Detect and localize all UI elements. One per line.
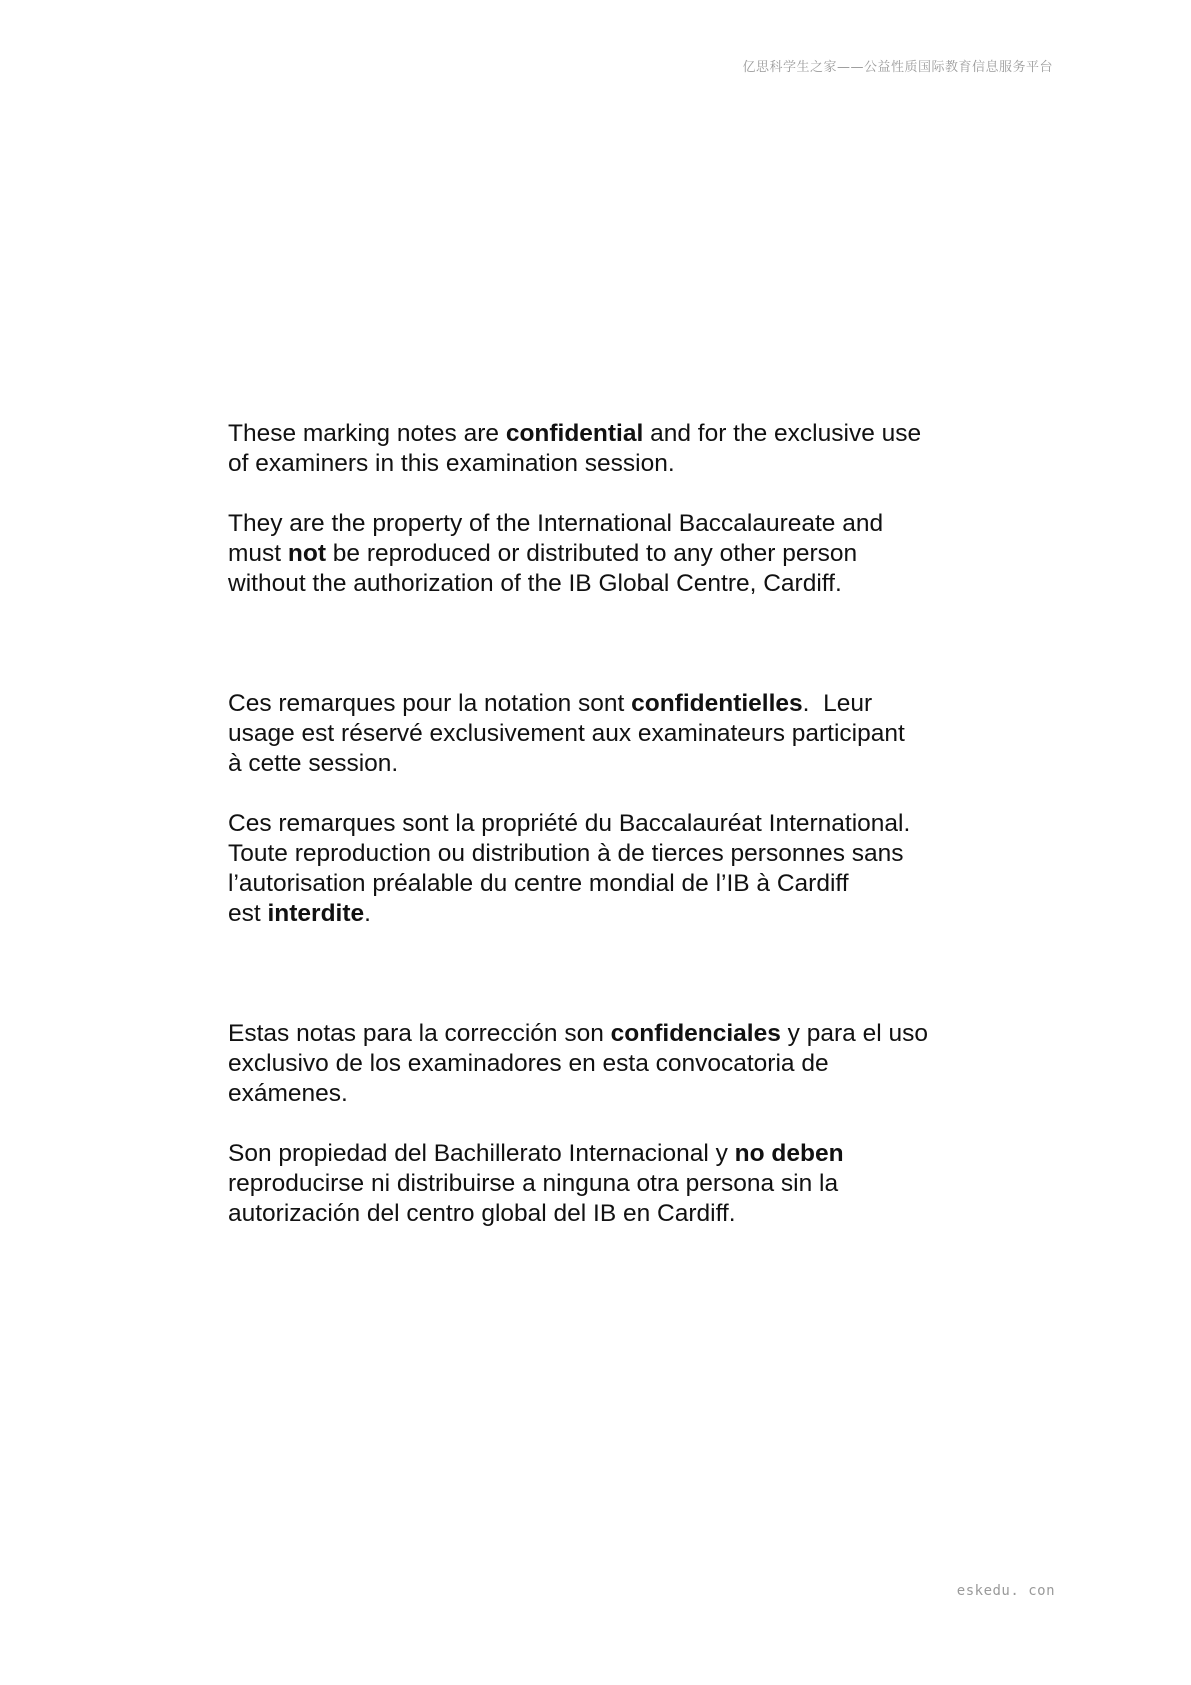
emphasis-confidentielles: confidentielles — [631, 690, 803, 717]
emphasis-interdite: interdite — [267, 900, 365, 927]
english-notice — [228, 419, 988, 599]
header-watermark: 亿思科学生之家——公益性质国际教育信息服务平台 — [742, 60, 1053, 75]
footer-watermark: eskedu. con — [956, 1583, 1055, 1599]
spanish-paragraph-2: Son propiedad del Bachillerato Internacional y no deben reproducirse ni distribuirse a ninguna otra persona sin la autorización del centro global del IB en Cardiff. — [228, 1140, 844, 1227]
french-paragraph-1: Ces remarques pour la notation sont confidentielles. Leur usage est réservé exclusivement aux examinateurs participant à cette session. — [228, 690, 905, 777]
english-paragraph-1: These marking notes are confidential and for the exclusive use of examiners in this examination session. — [228, 420, 922, 477]
spanish-notice — [228, 1019, 988, 1229]
emphasis-not: not — [287, 540, 326, 567]
emphasis-no-deben: no deben — [734, 1140, 844, 1167]
emphasis-confidenciales: confidenciales — [610, 1020, 781, 1047]
french-paragraph-2: Ces remarques sont la propriété du Baccalauréat International. Toute reproduction ou distribution à de tierces personnes sans l’autorisation préalable du centre mondial de l’IB à Cardiff est interdite. — [228, 810, 911, 927]
emphasis-confidential: confidential — [505, 420, 644, 447]
spanish-paragraph-1: Estas notas para la corrección son confidenciales y para el uso exclusivo de los examinadores en esta convocatoria de exámenes. — [228, 1020, 928, 1107]
french-notice — [228, 689, 988, 929]
english-paragraph-2: They are the property of the International Baccalaureate and must not be reproduced or distributed to any other person without the authorization of the IB Global Centre, Cardiff. — [228, 510, 884, 597]
confidentiality-notice — [228, 419, 988, 1229]
